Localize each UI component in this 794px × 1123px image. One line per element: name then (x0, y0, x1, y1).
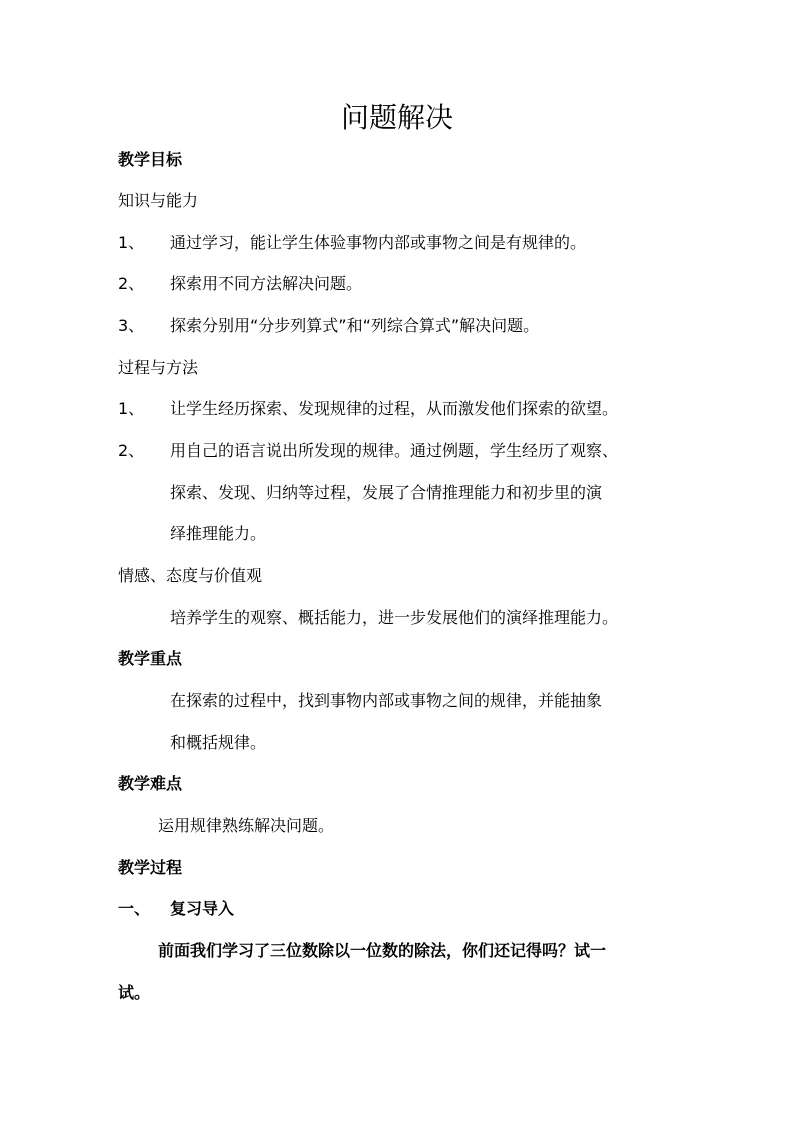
list-item-number: 1、 (118, 233, 145, 252)
subheading-emotion: 情感、态度与价值观 (118, 566, 263, 585)
list-item-text-line: 探索、发现、归纳等过程，发展了合情推理能力和初步里的演 (170, 483, 603, 502)
emotion-paragraph: 培养学生的观察、概括能力，进一步发展他们的演绎推理能力。 (170, 608, 619, 627)
list-item-number: 1、 (118, 399, 145, 418)
list-item-text: 通过学习，能让学生体验事物内部或事物之间是有规律的。 (170, 233, 587, 252)
page-title: 问题解决 (340, 101, 453, 134)
key-points-line: 和概括规律。 (170, 733, 267, 752)
intro-paragraph-line: 试。 (118, 983, 151, 1002)
difficult-points-text: 运用规律熟练解决问题。 (158, 816, 335, 835)
list-item-text: 探索分别用“分步列算式”和“列综合算式”解决问题。 (170, 316, 540, 335)
subheading-knowledge: 知识与能力 (118, 191, 199, 210)
list-item-number: 3、 (118, 316, 145, 335)
section-number: 一、 (118, 899, 151, 918)
key-points-line: 在探索的过程中，找到事物内部或事物之间的规律，并能抽象 (170, 691, 603, 710)
heading-objectives: 教学目标 (118, 150, 183, 169)
intro-paragraph-line: 前面我们学习了三位数除以一位数的除法，你们还记得吗？试一 (158, 941, 607, 960)
list-item-number: 2、 (118, 274, 145, 293)
list-item-text: 探索用不同方法解决问题。 (170, 274, 363, 293)
list-item-text-line: 用自己的语言说出所发现的规律。通过例题，学生经历了观察、 (170, 441, 619, 460)
subheading-process: 过程与方法 (118, 358, 199, 377)
section-title: 复习导入 (170, 899, 235, 918)
heading-key-points: 教学重点 (118, 649, 183, 668)
list-item-number: 2、 (118, 441, 145, 460)
list-item-text: 让学生经历探索、发现规律的过程，从而激发他们探索的欲望。 (170, 399, 619, 418)
list-item-text-line: 绎推理能力。 (170, 524, 267, 543)
heading-teaching-process: 教学过程 (118, 858, 183, 877)
heading-difficult-points: 教学难点 (118, 774, 183, 793)
